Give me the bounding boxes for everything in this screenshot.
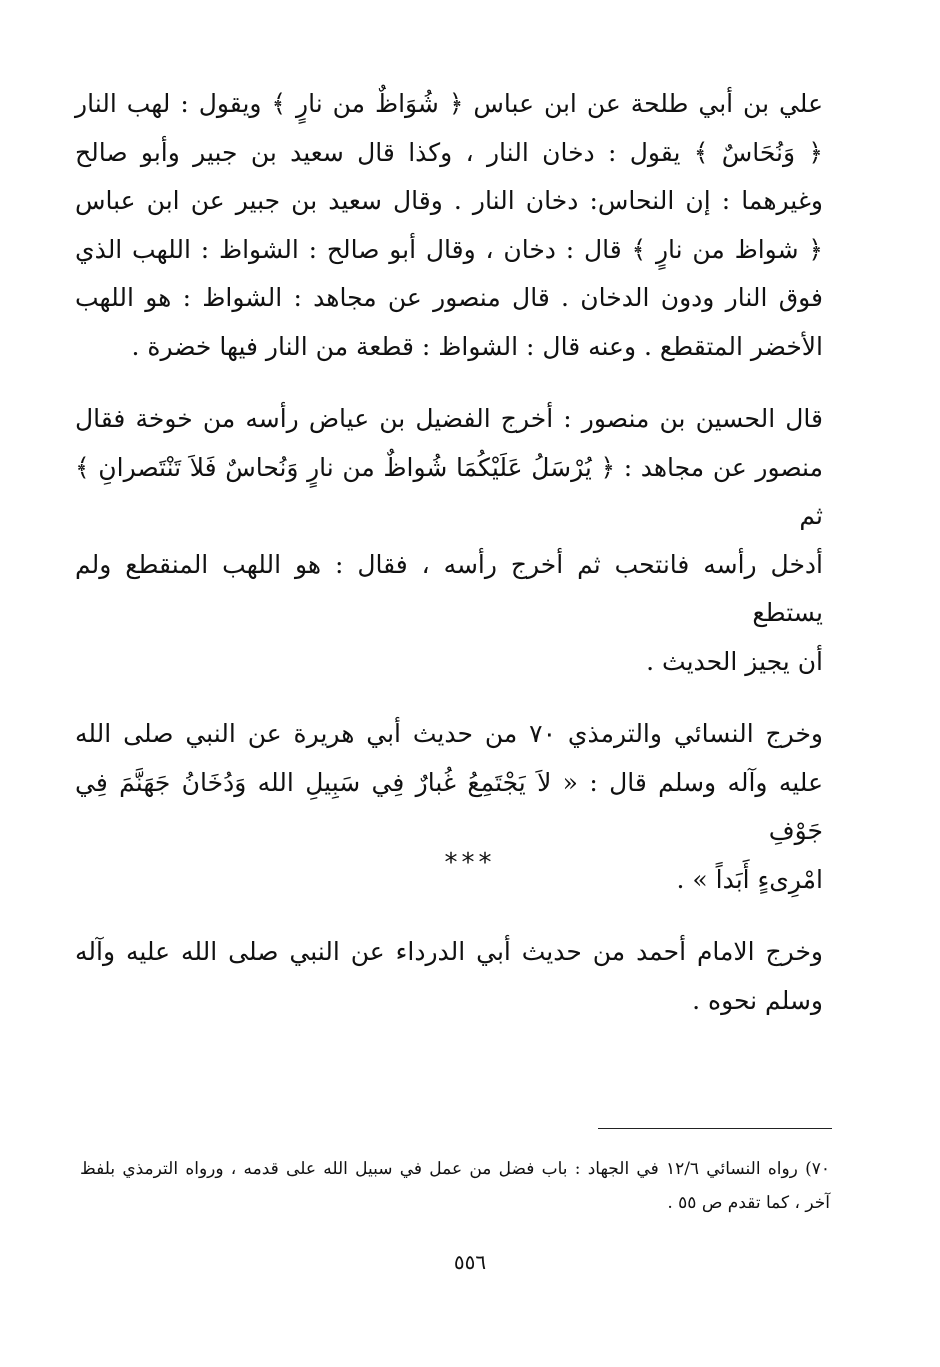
text-line: امْرِىءٍ أَبَداً » . (676, 864, 823, 894)
footnote-divider (598, 1128, 832, 1129)
text-line: علي بن أبي طلحة عن ابن عباس ﴿ شُوَاظٌ من نارٍ ﴾ ويقول : لهب النار (75, 89, 823, 118)
text-line: فوق النار ودون الدخان . قال منصور عن مجاهد : الشواظ : هو اللهب (75, 283, 823, 312)
paragraph-2 (75, 395, 823, 686)
footnote-line: ٧٠) رواه النسائي ١٢/٦ في الجهاد : باب فضل من عمل في سبيل الله على قدمه ، ورواه الترمذي بلفظ (80, 1159, 830, 1179)
text-line: الأخضر المتقطع . وعنه قال : الشواظ : قطعة من النار فيها خضرة . (131, 331, 823, 361)
text-line: وخرج الامام أحمد من حديث أبي الدرداء عن النبي صلى الله عليه وآله (75, 937, 823, 966)
text-line: منصور عن مجاهد : ﴿ يُرْسَلُ عَلَيْكُمَا شُواظٌ من نارٍ وَنُحاسٌ فَلاَ تَنْتَصرانِ ﴾ ثم (75, 452, 823, 530)
text-line: ﴿ وَنُحَاسٌ ﴾ يقول : دخان النار ، وكذا قال سعيد بن جبير وأبو صالح (75, 137, 823, 167)
text-line: وخرج النسائي والترمذي ٧٠ من حديث أبي هريرة عن النبي صلى الله (75, 719, 823, 748)
paragraph-1 (75, 80, 823, 371)
text-line: قال الحسين بن منصور : أخرج الفضيل بن عياض رأسه من خوخة فقال (75, 404, 823, 433)
text-line: وسلم نحوه . (692, 985, 823, 1015)
section-separator: *** (444, 848, 496, 878)
text-line: ﴿ شواظ من نارٍ ﴾ قال : دخان ، وقال أبو صالح : الشواظ : اللهب الذي (75, 234, 823, 264)
text-line: أدخل رأسه فانتحب ثم أخرج رأسه ، فقال : هو اللهب المنقطع ولم يستطع (75, 549, 823, 627)
footnote-line: آخر ، كما تقدم ص ٥٥ . (667, 1193, 830, 1213)
text-line: وغيرهما : إن النحاس: دخان النار . وقال سعيد بن جبير عن ابن عباس (75, 186, 823, 215)
text-line: أن يجيز الحديث . (646, 646, 823, 676)
paragraph-4 (75, 928, 823, 1025)
page-number: ٥٥٦ (453, 1250, 487, 1274)
text-line: عليه وآله وسلم قال : « لاَ يَجْتَمِعُ غُبارٌ فِي سَبِيلِ الله وَدُخَانُ جَهَنَّمَ فِي جَوْفِ (75, 767, 823, 845)
body-text (75, 80, 823, 1025)
footnote (80, 1152, 830, 1220)
